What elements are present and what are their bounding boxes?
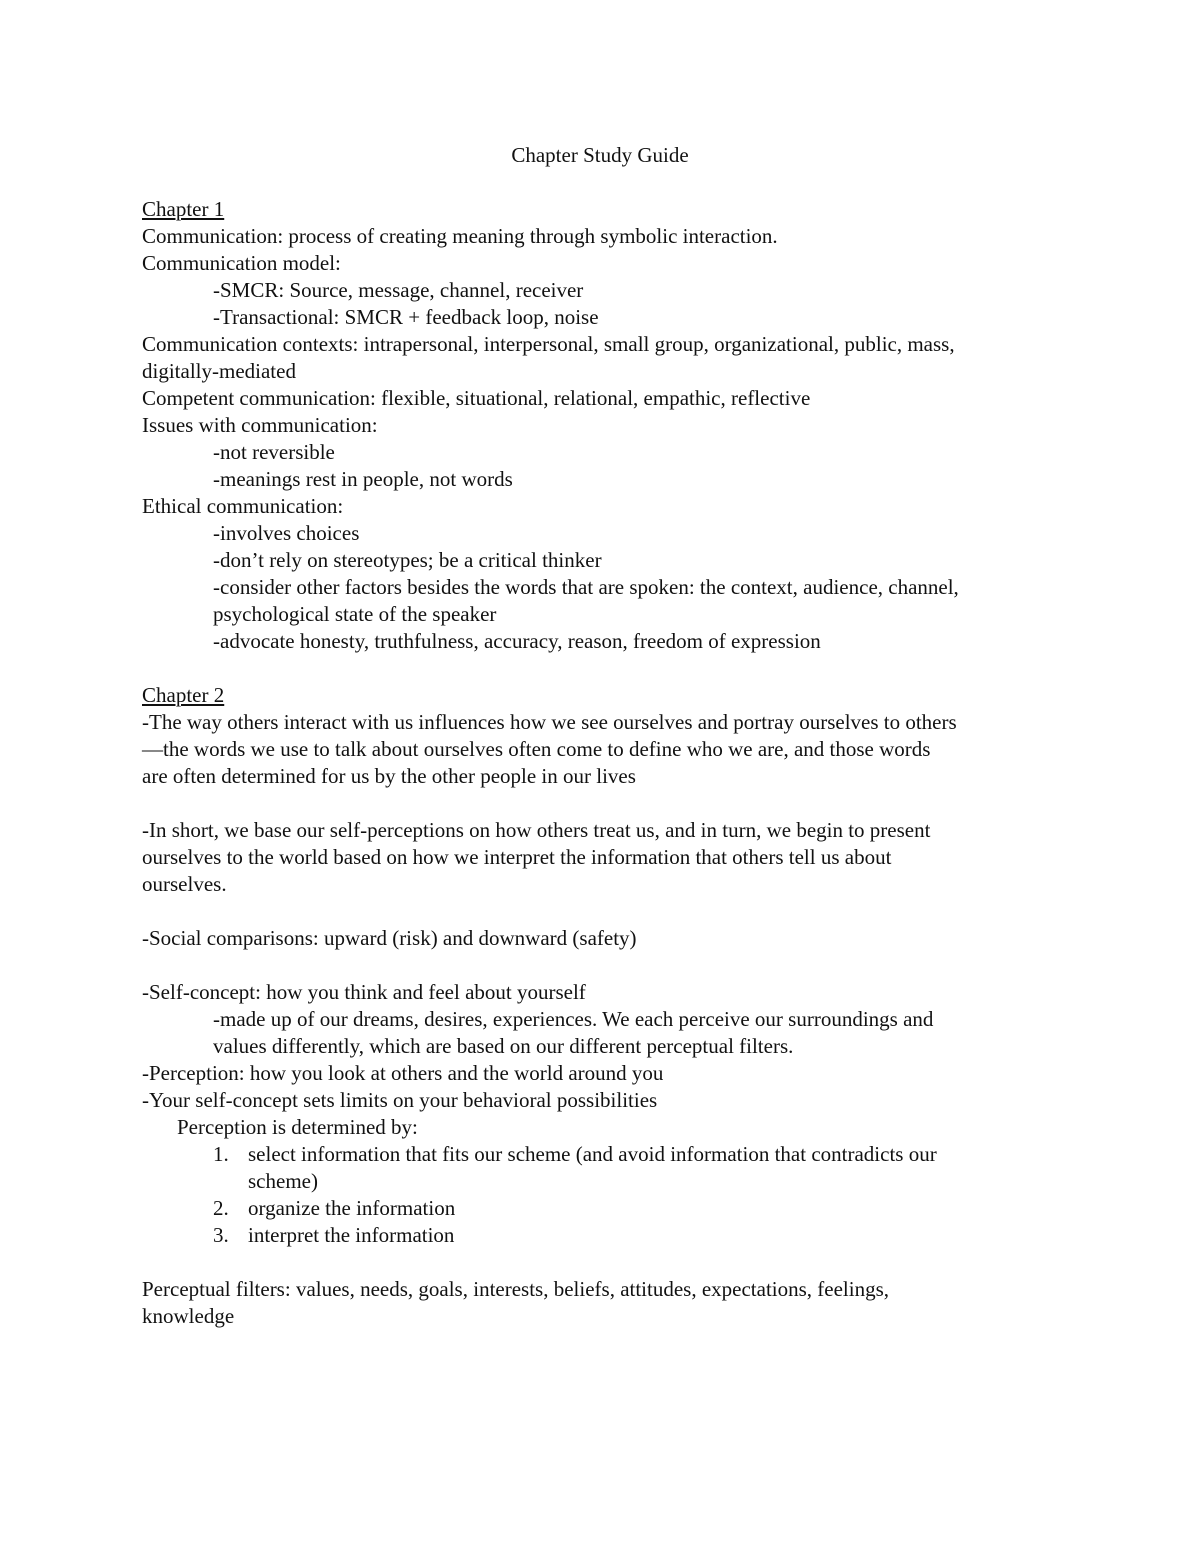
ethical-item: -advocate honesty, truthfulness, accuracy, reason, freedom of expression <box>213 629 821 653</box>
list-item <box>142 1141 1062 1168</box>
perception-determined-label: Perception is determined by: <box>177 1115 418 1139</box>
document-title: Chapter Study Guide <box>511 143 689 167</box>
self-concept-detail: -made up of our dreams, desires, experiences. We each perceive our surroundings and <box>213 1007 934 1031</box>
perceptual-filters: Perceptual filters: values, needs, goals, interests, beliefs, attitudes, expectations, feelings, <box>142 1277 890 1301</box>
list-number: 1. <box>213 1142 229 1166</box>
paragraph-line: ourselves to the world based on how we interpret the information that others tell us about <box>142 845 892 869</box>
communication-contexts-cont: digitally-mediated <box>142 359 296 383</box>
blank-line <box>142 952 1062 979</box>
self-concept-limits: -Your self-concept sets limits on your behavioral possibilities <box>142 1088 658 1112</box>
communication-definition: Communication: process of creating meaning through symbolic interaction. <box>142 224 778 248</box>
issue-item: -not reversible <box>213 440 335 464</box>
model-smcr: -SMCR: Source, message, channel, receiver <box>213 278 584 302</box>
issue-item: -meanings rest in people, not words <box>213 467 513 491</box>
ethical-item: -involves choices <box>213 521 360 545</box>
competent-communication: Competent communication: flexible, situational, relational, empathic, reflective <box>142 386 811 410</box>
chapter-1-heading: Chapter 1 <box>142 197 225 221</box>
paragraph-line: are often determined for us by the other people in our lives <box>142 764 636 788</box>
blank-line <box>142 898 1062 925</box>
social-comparisons: -Social comparisons: upward (risk) and downward (safety) <box>142 926 637 950</box>
ethical-item: -consider other factors besides the words that are spoken: the context, audience, channel, <box>213 575 959 599</box>
perception-definition: -Perception: how you look at others and the world around you <box>142 1061 664 1085</box>
list-text: interpret the information <box>248 1223 455 1247</box>
blank-line <box>142 169 1062 196</box>
issues-label: Issues with communication: <box>142 413 378 437</box>
list-number: 3. <box>213 1223 229 1247</box>
ethical-label: Ethical communication: <box>142 494 344 518</box>
blank-line <box>142 1249 1062 1276</box>
list-text: organize the information <box>248 1196 456 1220</box>
paragraph-line: -The way others interact with us influences how we see ourselves and portray ourselves to others <box>142 710 957 734</box>
perceptual-filters-cont: knowledge <box>142 1304 235 1328</box>
chapter-2-heading: Chapter 2 <box>142 683 225 707</box>
list-text: select information that fits our scheme (and avoid information that contradicts our <box>248 1142 937 1166</box>
list-item <box>142 1195 1062 1222</box>
ethical-item-cont: psychological state of the speaker <box>213 602 497 626</box>
model-transactional: -Transactional: SMCR + feedback loop, noise <box>213 305 599 329</box>
list-item <box>142 1222 1062 1249</box>
self-concept-detail-cont: values differently, which are based on our different perceptual filters. <box>213 1034 794 1058</box>
list-text-cont: scheme) <box>248 1169 318 1193</box>
communication-model-label: Communication model: <box>142 251 341 275</box>
self-concept: -Self-concept: how you think and feel about yourself <box>142 980 586 1004</box>
blank-line <box>142 790 1062 817</box>
paragraph-line: -In short, we base our self-perceptions on how others treat us, and in turn, we begin to present <box>142 818 931 842</box>
communication-contexts: Communication contexts: intrapersonal, interpersonal, small group, organizational, public, mass, <box>142 332 955 356</box>
blank-line <box>142 655 1062 682</box>
document-body <box>142 142 1062 1330</box>
list-number: 2. <box>213 1196 229 1220</box>
paragraph-line: —the words we use to talk about ourselves often come to define who we are, and those words <box>142 737 931 761</box>
ethical-item: -don’t rely on stereotypes; be a critical thinker <box>213 548 602 572</box>
paragraph-line: ourselves. <box>142 872 227 896</box>
